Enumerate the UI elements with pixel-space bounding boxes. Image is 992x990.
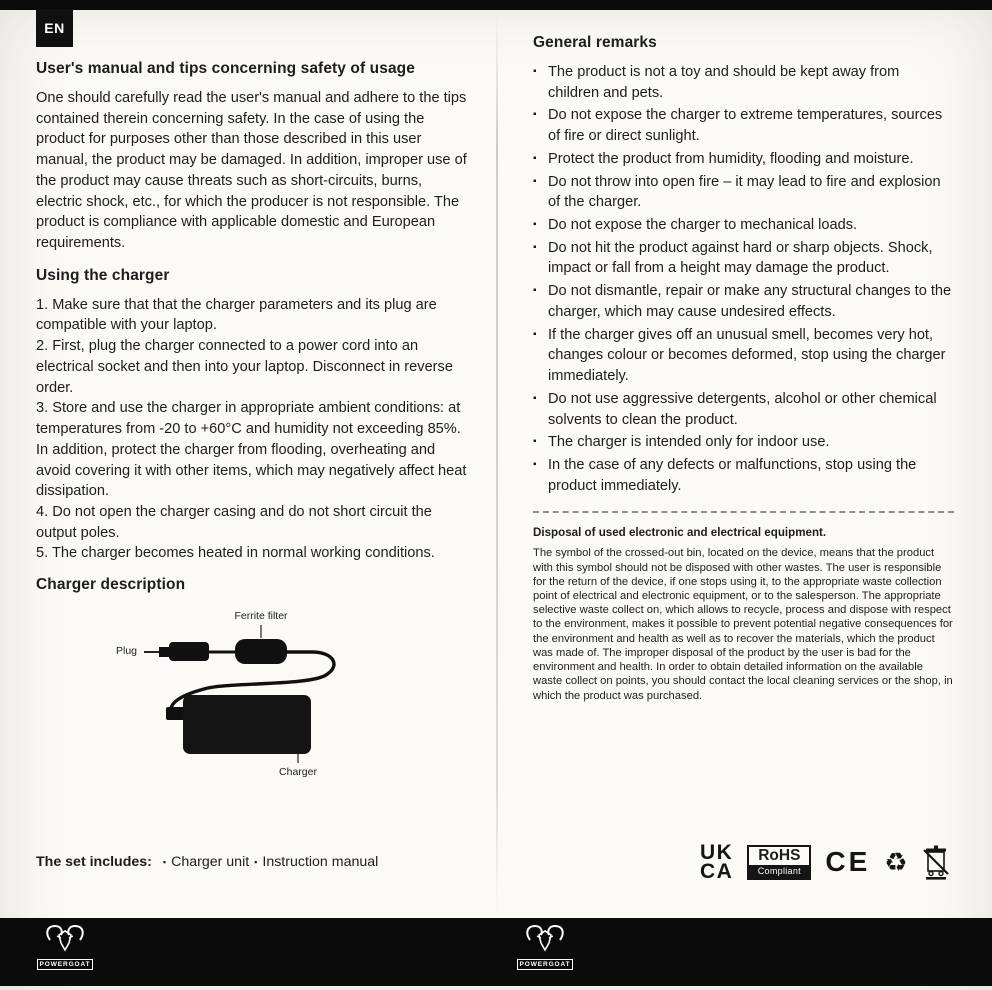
conformity-marks (700, 843, 950, 882)
page-fold-line (496, 10, 498, 916)
remark-item (533, 389, 954, 430)
usage-step: 5. The charger becomes heated in normal working conditions. (36, 545, 435, 562)
plug-label: Plug (116, 645, 138, 658)
rohs-mark (747, 845, 811, 880)
right-column (533, 34, 954, 703)
bullet-icon: ▪ (162, 857, 167, 867)
usage-steps (36, 295, 469, 564)
remark-item (533, 455, 954, 496)
charger-label: Charger (279, 766, 317, 779)
usage-step: 2. First, plug the charger connected to a power cord into an electrical socket and then into your laptop. Disconnect in reverse order. (36, 338, 453, 396)
rohs-compliant-label: Compliant (749, 865, 809, 878)
remark-item (533, 172, 954, 213)
bullet-icon: ▪ (533, 392, 537, 404)
language-badge: EN (36, 9, 73, 47)
using-heading: Using the charger (36, 266, 170, 284)
goat-icon (43, 923, 87, 953)
usage-step: 3. Store and use the charger in appropriate ambient conditions: at temperatures from -20 to +60°C and humidity not exceeding 85%. In addition, protect the charger from flooding, overheating and avoid covering it with other items, which may negatively affect heat dissipation. (36, 400, 467, 500)
left-column (36, 60, 469, 789)
usage-step: 4. Do not open the charger casing and do not short circuit the output poles. (36, 503, 432, 541)
ukca-mark (700, 843, 733, 882)
ukca-bottom: CA (700, 860, 734, 884)
set-item: Instruction manual (262, 854, 379, 870)
ferrite-filter-label: Ferrite filter (234, 610, 288, 623)
brand-banner: POWERGOAT (37, 959, 94, 970)
remark-item (533, 105, 954, 146)
remark-text: Do not use aggressive detergents, alcohol or other chemical solvents to clean the product. (548, 390, 937, 428)
goat-icon (523, 923, 567, 953)
charger-diagram (36, 606, 469, 789)
disposal-paragraph: The symbol of the crossed-out bin, located on the device, means that the product with this symbol should not be disposed with other wastes. The user is responsible for the return of the device, if one stops using it, to the appropriate waste collection point of electrical and electronic equipment, or to the salesperson. The appropriate selective waste collect on, which allows to recycle, process and dispose with respect to the environment, makes it possible to prevent potential negative consequences for the environment and health as well as to recover the materials, which the product was made of. The improper disposal of the product by the user is bad for the environment and health. In order to obtain detailed information on the available waste collect on points, you should contact the local cleaning services or the shop, in which the product was purchased. (533, 547, 953, 702)
bullet-icon: ▪ (533, 219, 537, 231)
rohs-label: RoHS (758, 846, 801, 864)
footer-brand-bar (0, 918, 992, 986)
remark-item (533, 238, 954, 279)
set-includes-label: The set includes: (36, 854, 152, 870)
bullet-icon: ▪ (254, 857, 258, 867)
safety-paragraph: One should carefully read the user's manual and adhere to the tips contained therein concerning safety. In the case of using the product for purposes other than those described in this user manual, the product may be damaged. In addition, improper use of the product may cause threats such as short-circuits, burns, electric shock, etc., for which the producer is not responsible. The product is compliance with applicable domestic and European requirements. (36, 90, 467, 252)
dashed-divider (533, 511, 954, 513)
remark-text: Do not expose the charger to extreme temperatures, sources of fire or direct sunlight. (548, 107, 943, 145)
safety-heading: User's manual and tips concerning safety of usage (36, 60, 415, 77)
bullet-icon: ▪ (533, 175, 537, 187)
remark-item (533, 432, 954, 453)
bullet-icon: ▪ (533, 152, 537, 164)
remark-item (533, 281, 954, 322)
recycle-icon: ♻ (884, 847, 908, 878)
usage-step: 1. Make sure that that the charger parameters and its plug are compatible with your laptop. (36, 296, 437, 334)
bullet-icon: ▪ (533, 285, 537, 297)
set-item: Charger unit (171, 854, 250, 870)
remark-text: Protect the product from humidity, flooding and moisture. (548, 150, 914, 167)
weee-crossed-bin-icon (922, 843, 950, 881)
bullet-icon: ▪ (533, 66, 537, 77)
bullet-icon: ▪ (533, 458, 537, 470)
ukca-top: UK (700, 841, 734, 864)
ce-mark: CE (825, 846, 871, 878)
brand-banner: POWERGOAT (517, 959, 574, 970)
remark-text: Do not hit the product against hard or sharp objects. Shock, impact or fall from a height may damage the product. (548, 239, 933, 277)
remark-text: Do not throw into open fire – it may lead to fire and explosion of the charger. (548, 173, 941, 211)
powergoat-logo (515, 923, 575, 971)
remark-text: If the charger gives off an unusual smell, becomes very hot, changes colour or becomes deformed, stop using the charger immediately. (548, 326, 946, 385)
bullet-icon: ▪ (533, 436, 537, 448)
remark-text: Do not dismantle, repair or make any structural changes to the charger, which may cause undesired effects. (548, 283, 952, 320)
remark-text: In the case of any defects or malfunctions, stop using the product immediately. (548, 456, 917, 494)
remarks-list (533, 62, 954, 496)
remark-item (533, 325, 954, 387)
remark-item (533, 62, 954, 103)
remark-item (533, 215, 954, 236)
bullet-icon: ▪ (533, 328, 537, 340)
charger-diagram-drawing (36, 606, 469, 789)
remark-item (533, 149, 954, 170)
bullet-icon: ▪ (533, 109, 537, 121)
powergoat-logo (35, 923, 95, 971)
set-includes-line (36, 854, 378, 870)
remarks-heading: General remarks (533, 34, 657, 51)
remark-text: The charger is intended only for indoor use. (548, 434, 830, 451)
description-heading: Charger description (36, 576, 186, 594)
bullet-icon: ▪ (533, 241, 537, 253)
remark-text: Do not expose the charger to mechanical loads. (548, 217, 858, 234)
remark-text: The product is not a toy and should be kept away from children and pets. (548, 64, 900, 101)
disposal-heading: Disposal of used electronic and electrical equipment. (533, 526, 827, 540)
top-black-bar (0, 0, 992, 10)
